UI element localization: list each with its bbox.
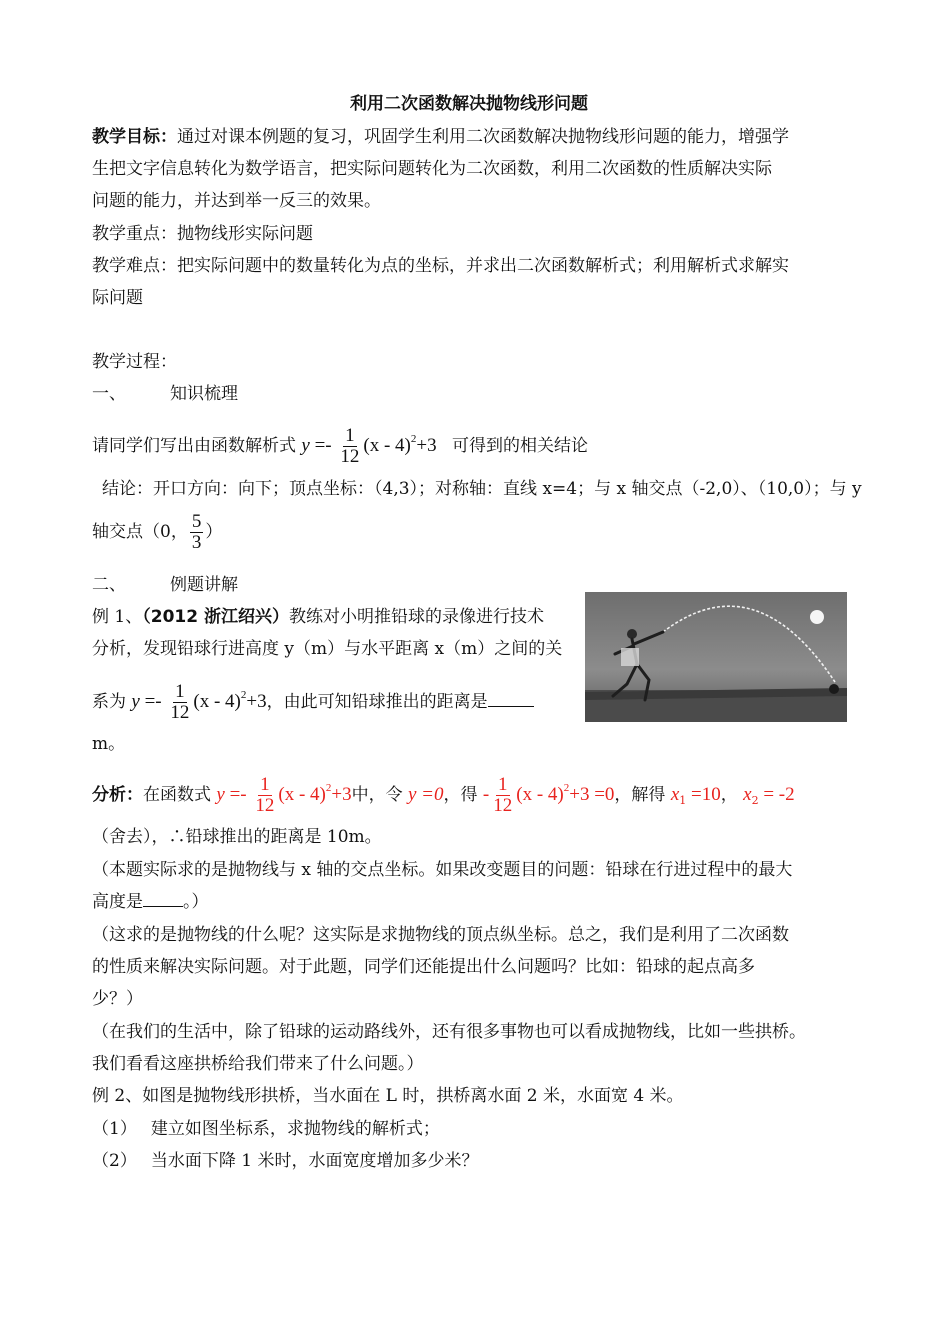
section-1-number: 一、 [92,384,126,404]
prompt-line [92,414,588,471]
prompt-after: 可得到的相关结论 [452,436,588,456]
goal-label: 教学目标： [92,127,177,147]
difficulty-line-2: 际问题 [92,288,143,308]
conclusion-line-2: 轴交点（0， $\frac{5}{3}$ ） [92,511,223,553]
note-line-2: 高度是 。） [92,892,209,912]
answer-blank-1 [488,706,534,707]
example-2-line-1: 例 2、如图是抛物线形拱桥，当水面在 L 时，拱桥离水面 2 米，水面宽 4 米。 [92,1086,684,1106]
goal-text-1: 通过对课本例题的复习，巩固学生利用二次函数解决抛物线形问题的能力，增强学 [177,127,789,147]
note-line-1: （本题实际求的是抛物线与 x 轴的交点坐标。如果改变题目的问题：铅球在行进过程中的最大 [92,860,793,880]
example-1-line-2: 分析，发现铅球行进高度 y（m）与水平距离 x（m）之间的关 [92,639,563,659]
note-line-7: 我们看看这座拱桥给我们带来了什么问题。） [92,1054,424,1074]
example-2-question-1: （1） 建立如图坐标系，求抛物线的解析式； [92,1119,440,1139]
note-line-3: （这求的是抛物线的什么呢？这实际是求抛物线的顶点纵坐标。总之，我们是利用了二次函数 [92,925,789,945]
focus-line: 教学重点：抛物线形实际问题 [92,224,313,244]
analysis-line-2: （舍去），∴铅球推出的距离是 10m。 [92,827,382,847]
conclusion-line-1: 结论：开口方向：向下；顶点坐标：（4,3）；对称轴：直线 x=4；与 x 轴交点（-2,0）、（10,0）；与 y [102,479,862,499]
y-intercept-fraction: $\frac{5}{3}$ [191,511,202,553]
section-2-number: 二、 [92,575,126,595]
root-x1: $x_1 =10$ [670,784,721,807]
note-line-4: 的性质来解决实际问题。对于此题，同学们还能提出什么问题吗？比如：铅球的起点高多 [92,957,755,977]
root-x2: $x_2 = -2$ [743,784,795,807]
prompt-before: 请同学们写出由函数解析式 [92,436,296,456]
formula-1: y =- $\frac{1}{12}$ (x - 4)$^2$+3 [301,425,437,467]
difficulty-line-1: 教学难点：把实际问题中的数量转化为点的坐标，并求出二次函数解析式；利用解析式求解实 [92,256,789,276]
shot-put-photo [585,592,847,722]
example-1-line-1: 例 1、（2012 浙江绍兴）教练对小明推铅球的录像进行技术 [92,607,544,627]
section-2-title: 例题讲解 [170,575,238,595]
analysis-y-zero: y =0 [408,784,444,805]
goal-line-2: 生把文字信息转化为数学语言，把实际问题转化为二次函数，利用二次函数的性质解决实际 [92,159,772,179]
section-2-heading [92,573,238,597]
example-1-source: （2012 浙江绍兴） [142,607,289,627]
goal-line-3: 问题的能力，并达到举一反三的效果。 [92,191,381,211]
analysis-label: 分析： [92,785,143,805]
page-title: 利用二次函数解决抛物线形问题 [350,94,588,114]
analysis-equation: - $\frac{1}{12}$ (x - 4)$^2$+3 =0 [482,774,615,816]
shot-put-ball [829,684,839,694]
note-line-6: （在我们的生活中，除了铅球的运动路线外，还有很多事物也可以看成抛物线，比如一些拱桥。 [92,1022,806,1042]
section-1-heading [92,382,238,406]
goal-line-1 [92,125,789,149]
analysis-line-1: 分析：在函数式 y =- $\frac{1}{12}$ (x - 4)$^2$+3中，令 y =0，得 - $\frac{1}{12}$ (x - 4)$^2$+3 =0，解得 $x_1 =10$， $x_2 = -2$ [92,774,795,816]
section-1-title: 知识梳理 [170,384,238,404]
example-1-line-4: m。 [92,734,126,754]
process-heading: 教学过程： [92,352,177,372]
example-1-line-3: 系为 y =- $\frac{1}{12}$ (x - 4)$^2$+3，由此可知铅球推出的距离是 [92,671,534,726]
answer-blank-2 [143,906,183,907]
analysis-formula: y =- $\frac{1}{12}$ (x - 4)$^2$+3 [216,774,352,816]
note-line-5: 少？） [92,989,143,1009]
example-2-question-2: （2） 当水面下降 1 米时，水面宽度增加多少米？ [92,1151,479,1171]
sun-icon [810,610,824,624]
